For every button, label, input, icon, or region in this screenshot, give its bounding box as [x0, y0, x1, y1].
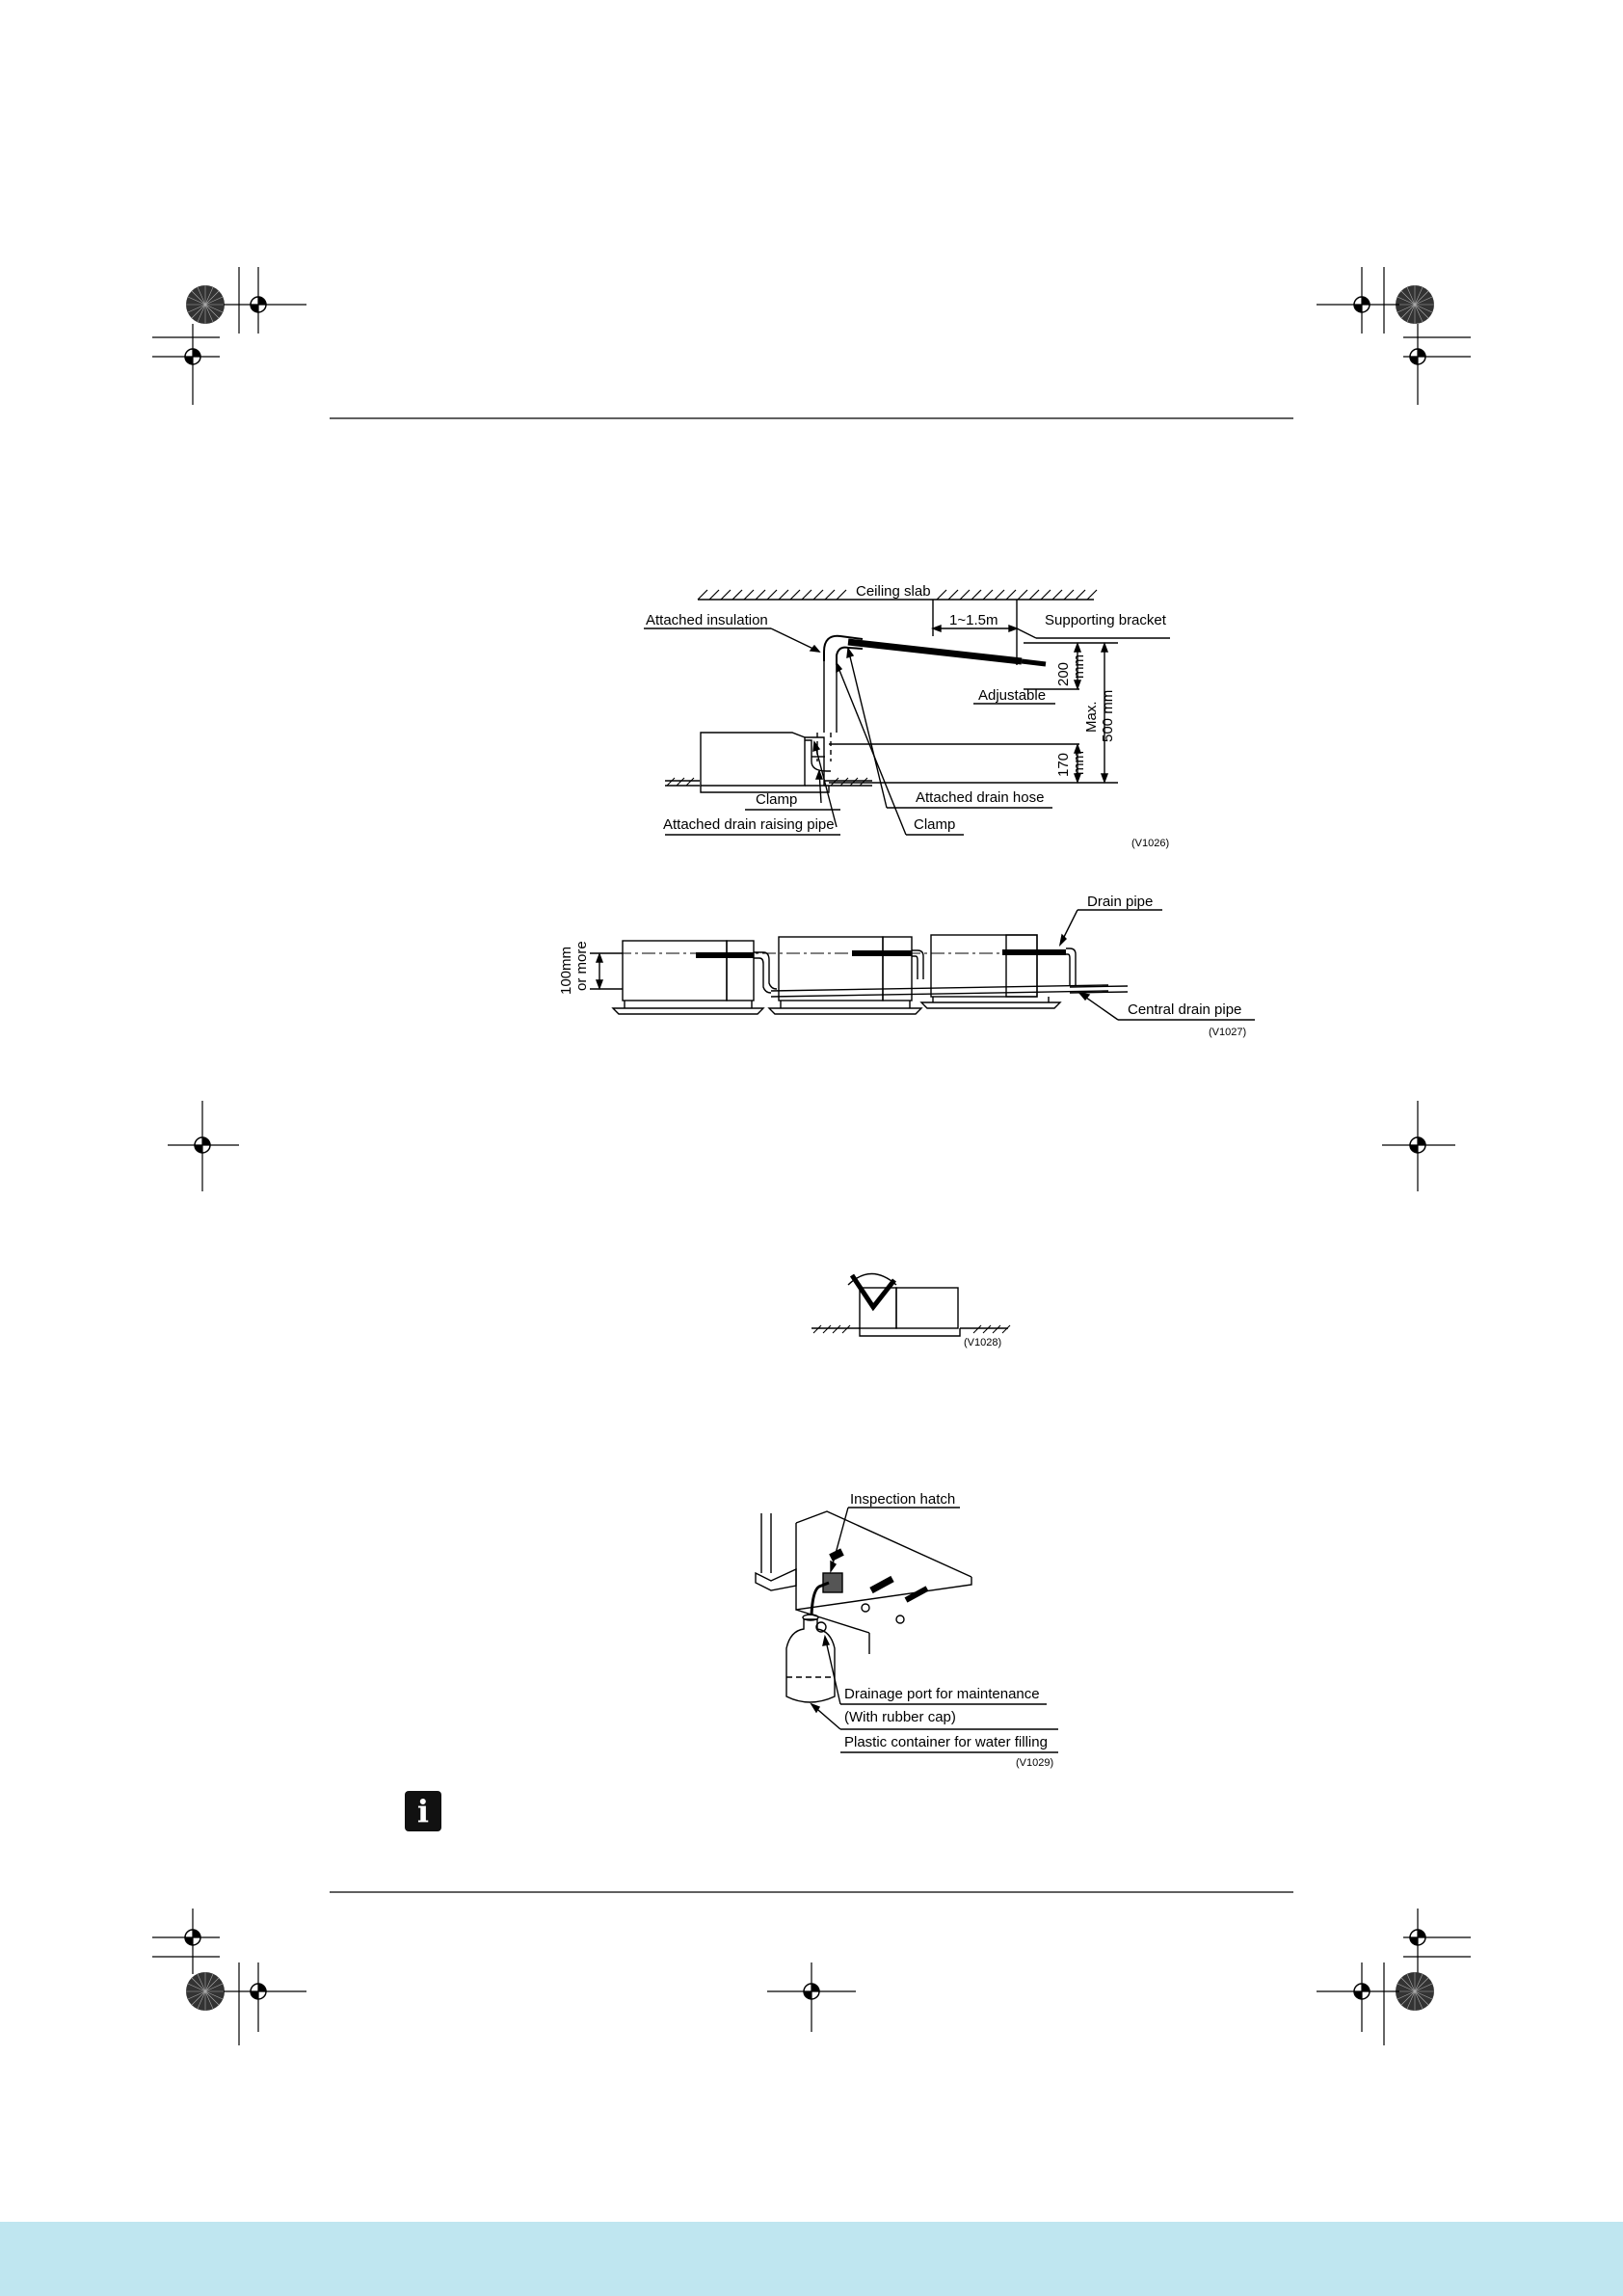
label-dim-170: 170 — [1055, 752, 1072, 777]
label-supporting-bracket: Supporting bracket — [1045, 612, 1166, 628]
label-inspection-hatch: Inspection hatch — [850, 1491, 956, 1508]
label-ceiling-slab: Ceiling slab — [856, 583, 931, 600]
figure4-code: (V1029) — [1016, 1757, 1054, 1769]
label-max: Max. — [1083, 701, 1100, 733]
label-dim-200-unit: mm — [1071, 654, 1087, 679]
label-drainage-port: Drainage port for maintenance — [844, 1686, 1040, 1702]
label-or-more: or more — [573, 941, 590, 991]
label-attached-insulation: Attached insulation — [646, 612, 768, 628]
figure2-code: (V1027) — [1209, 1027, 1247, 1038]
info-icon: i — [405, 1791, 441, 1831]
label-clamp-left: Clamp — [756, 791, 798, 808]
label-dim-100: 100mm — [558, 946, 574, 995]
label-attached-drain-hose: Attached drain hose — [916, 789, 1045, 806]
label-adjustable: Adjustable — [978, 687, 1047, 704]
label-dim-170-unit: mm — [1071, 751, 1087, 775]
label-central-drain-pipe: Central drain pipe — [1128, 1001, 1242, 1018]
label-rubber-cap: (With rubber cap) — [844, 1709, 956, 1725]
label-plastic-container: Plastic container for water filling — [844, 1734, 1048, 1750]
figure3-code: (V1028) — [964, 1337, 1002, 1348]
figure1-code: (V1026) — [1131, 838, 1170, 849]
footer-band — [0, 2222, 1623, 2296]
label-dim-200: 200 — [1055, 661, 1072, 686]
label-clamp-right: Clamp — [914, 816, 956, 833]
label-attached-drain-raising-pipe: Attached drain raising pipe — [663, 816, 835, 833]
label-drain-pipe: Drain pipe — [1087, 894, 1154, 910]
label-span: 1~1.5m — [949, 612, 998, 628]
label-max-500: 500 mm — [1100, 689, 1116, 742]
